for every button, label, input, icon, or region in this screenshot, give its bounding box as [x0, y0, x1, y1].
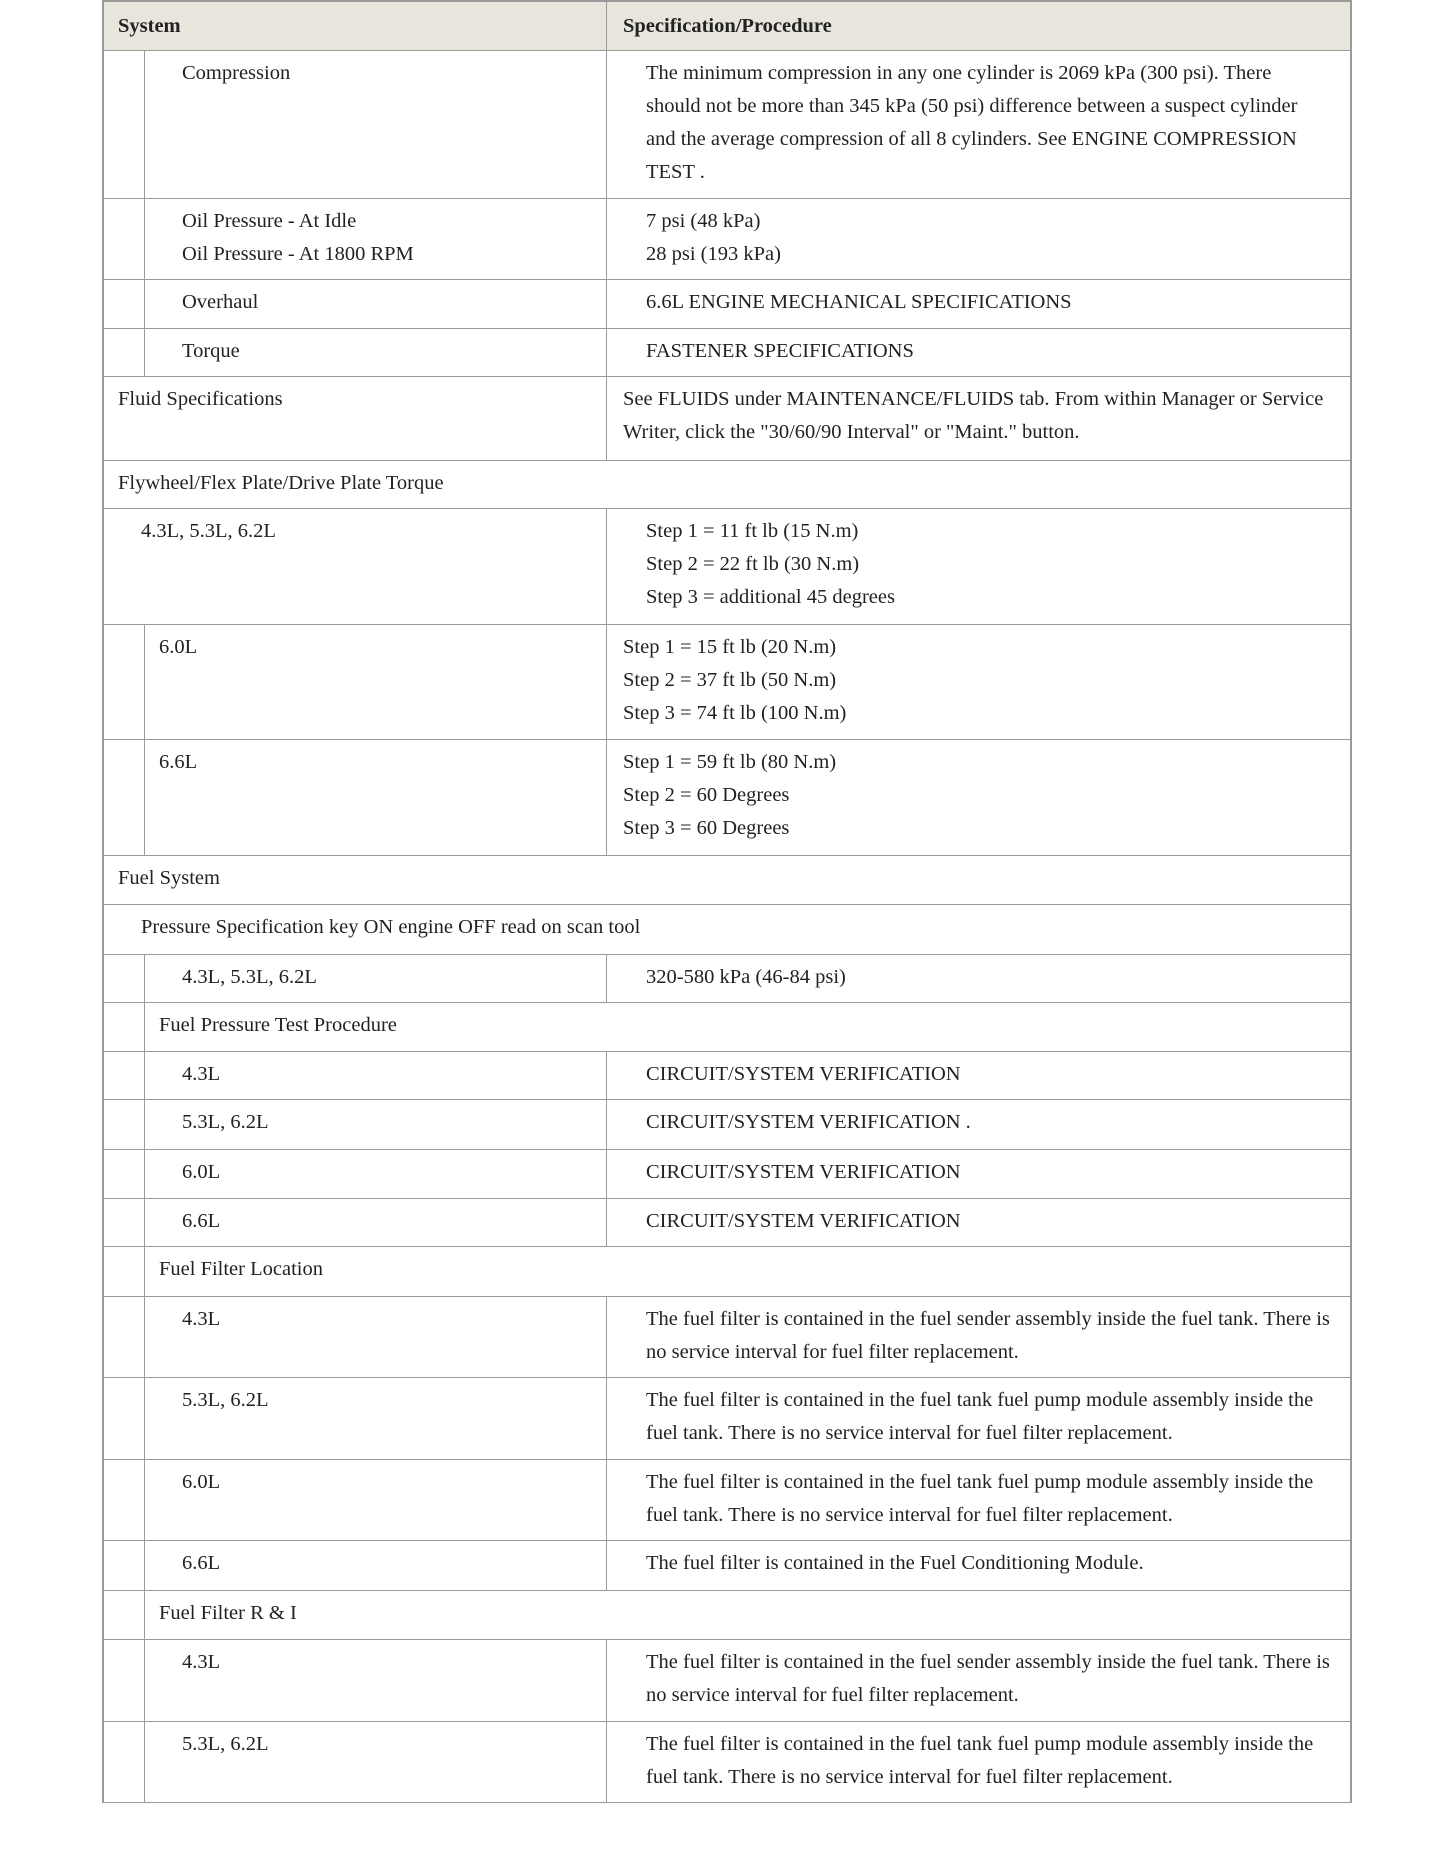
table-row: [104, 1100, 1350, 1150]
row-value: 28 psi (193 kPa): [646, 243, 781, 265]
table-header-row: [104, 2, 1350, 51]
header-specification: Specification/Procedure: [623, 14, 832, 37]
section-title: Fuel System: [118, 867, 220, 889]
row-label: Fluid Specifications: [118, 388, 283, 410]
table-row: [104, 1460, 1350, 1541]
row-value: See FLUIDS under MAINTENANCE/FLUIDS tab. From within Manager or Service Writer, click the "30/60/90 Interval" or "Maint." button.: [623, 388, 1324, 443]
row-label: 4.3L, 5.3L, 6.2L: [182, 966, 317, 988]
table-row: [104, 1378, 1350, 1460]
table-row: [104, 509, 1350, 625]
row-value: CIRCUIT/SYSTEM VERIFICATION: [646, 1063, 961, 1085]
table-row: [104, 1541, 1350, 1591]
table-row: [104, 51, 1350, 199]
row-value: Step 1 = 11 ft lb (15 N.m): [646, 520, 859, 542]
table-row: [104, 1297, 1350, 1378]
specification-table: [102, 0, 1352, 1803]
section-row: [104, 1003, 1350, 1052]
row-label: 4.3L: [182, 1063, 221, 1085]
row-value: 6.6L ENGINE MECHANICAL SPECIFICATIONS: [646, 291, 1072, 313]
row-value: Step 2 = 60 Degrees: [623, 784, 790, 806]
row-label: 4.3L: [182, 1308, 221, 1330]
row-value: The fuel filter is contained in the fuel sender assembly inside the fuel tank. There is no service interval for fuel filter replacement.: [646, 1651, 1330, 1706]
row-value: CIRCUIT/SYSTEM VERIFICATION: [646, 1210, 961, 1232]
row-label: 6.6L: [182, 1210, 221, 1232]
table-row: [104, 1052, 1350, 1100]
row-label: 5.3L, 6.2L: [182, 1733, 269, 1755]
table-row: [104, 329, 1350, 377]
section-title: Fuel Filter Location: [159, 1258, 323, 1280]
table-row: [104, 1199, 1350, 1247]
row-value: Step 3 = 60 Degrees: [623, 817, 790, 839]
row-label: 6.0L: [182, 1471, 221, 1493]
table-row: [104, 1150, 1350, 1199]
row-label: 4.3L: [182, 1651, 221, 1673]
row-value: The fuel filter is contained in the fuel tank fuel pump module assembly inside the fuel tank. There is no service interval for fuel filter replacement.: [646, 1733, 1314, 1788]
row-value: Step 2 = 37 ft lb (50 N.m): [623, 669, 837, 691]
table-row: [104, 377, 1350, 461]
section-row: [104, 905, 1350, 955]
row-label: 6.6L: [182, 1552, 221, 1574]
table-row: [104, 740, 1350, 856]
row-value: FASTENER SPECIFICATIONS: [646, 340, 914, 362]
table-row: [104, 199, 1350, 280]
row-value: Step 3 = 74 ft lb (100 N.m): [623, 702, 847, 724]
row-label: 5.3L, 6.2L: [182, 1111, 269, 1133]
row-value: Step 3 = additional 45 degrees: [646, 586, 895, 608]
section-title: Fuel Pressure Test Procedure: [159, 1014, 397, 1036]
row-value: The fuel filter is contained in the fuel sender assembly inside the fuel tank. There is no service interval for fuel filter replacement.: [646, 1308, 1330, 1363]
section-row: [104, 1247, 1350, 1297]
row-label: Overhaul: [182, 291, 259, 313]
row-value: 7 psi (48 kPa): [646, 210, 761, 232]
section-row: [104, 461, 1350, 509]
row-value: The fuel filter is contained in the Fuel Conditioning Module.: [646, 1552, 1144, 1574]
table-row: [104, 955, 1350, 1003]
section-title: Fuel Filter R & I: [159, 1602, 297, 1624]
row-label: Oil Pressure - At 1800 RPM: [182, 243, 414, 265]
row-label: 5.3L, 6.2L: [182, 1389, 269, 1411]
row-value: 320-580 kPa (46-84 psi): [646, 966, 846, 988]
row-label: 6.0L: [182, 1161, 221, 1183]
row-value: Step 1 = 59 ft lb (80 N.m): [623, 751, 837, 773]
table-row: [104, 1640, 1350, 1722]
row-value: The fuel filter is contained in the fuel tank fuel pump module assembly inside the fuel tank. There is no service interval for fuel filter replacement.: [646, 1389, 1314, 1444]
row-value: CIRCUIT/SYSTEM VERIFICATION .: [646, 1111, 971, 1133]
section-row: [104, 1591, 1350, 1640]
row-label: Oil Pressure - At Idle: [182, 210, 357, 232]
row-value: CIRCUIT/SYSTEM VERIFICATION: [646, 1161, 961, 1183]
row-value: The minimum compression in any one cylinder is 2069 kPa (300 psi). There should not be more than 345 kPa (50 psi) difference between a suspect cylinder and the average compression of all 8 cylinders. See ENGINE COMPRESSION TEST .: [646, 62, 1298, 183]
row-label: Torque: [182, 340, 240, 362]
table-row: [104, 1722, 1350, 1803]
row-value: Step 2 = 22 ft lb (30 N.m): [646, 553, 860, 575]
row-label: Compression: [182, 62, 291, 84]
row-value: Step 1 = 15 ft lb (20 N.m): [623, 636, 837, 658]
row-label: 6.6L: [159, 751, 198, 773]
table-row: [104, 280, 1350, 329]
section-title: Pressure Specification key ON engine OFF read on scan tool: [141, 916, 641, 938]
section-row: [104, 856, 1350, 905]
row-value: The fuel filter is contained in the fuel tank fuel pump module assembly inside the fuel tank. There is no service interval for fuel filter replacement.: [646, 1471, 1314, 1526]
row-label: 4.3L, 5.3L, 6.2L: [141, 520, 276, 542]
row-label: 6.0L: [159, 636, 198, 658]
table-row: [104, 625, 1350, 740]
header-system: System: [104, 2, 607, 50]
section-title: Flywheel/Flex Plate/Drive Plate Torque: [118, 472, 444, 494]
